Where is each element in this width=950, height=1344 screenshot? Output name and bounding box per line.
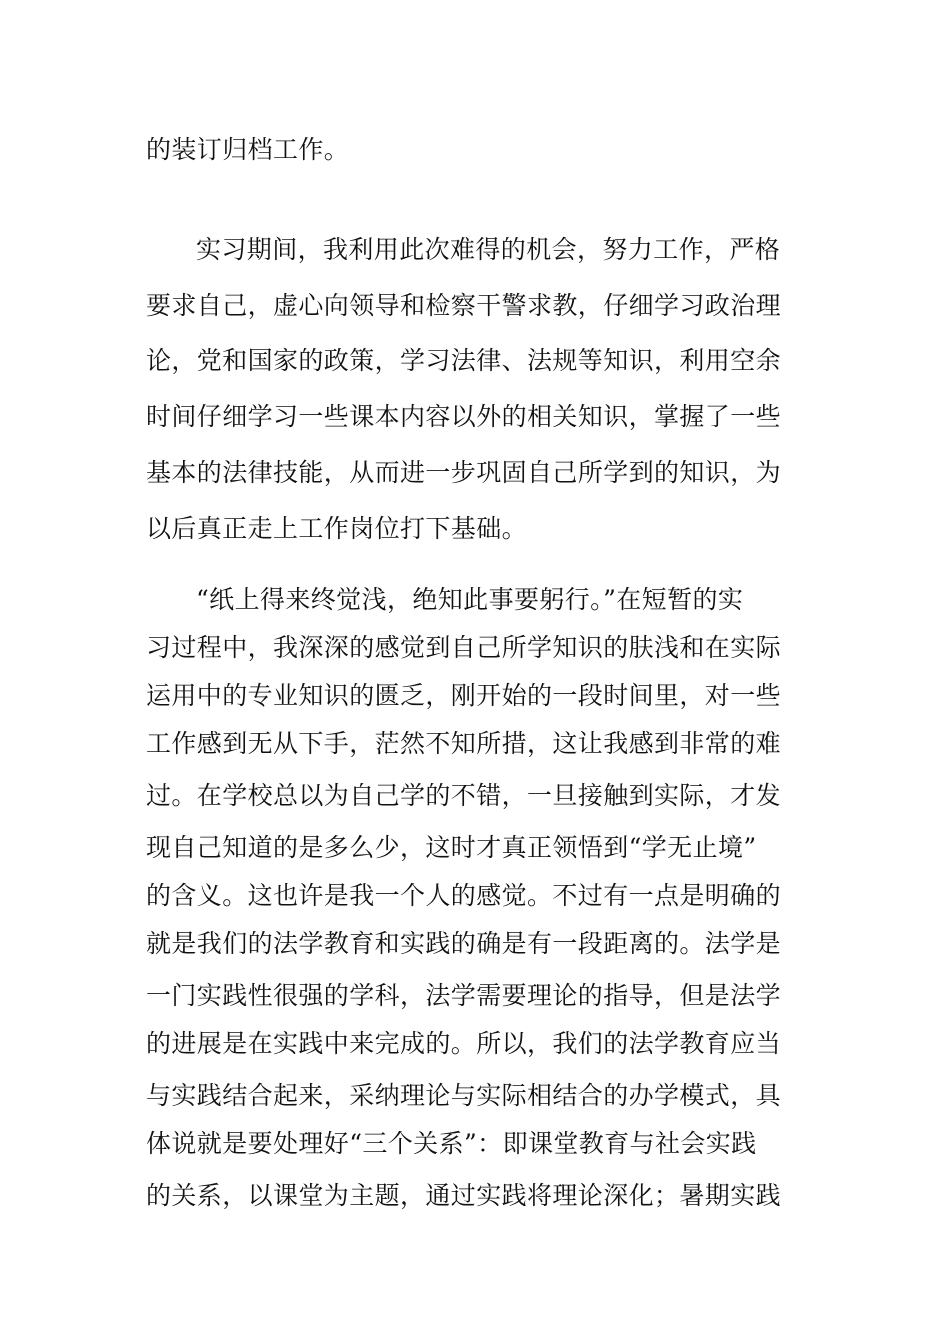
paragraph-3-line-1: “纸上得来终觉浅，绝知此事要躬行。”在短暂的实 xyxy=(196,585,744,614)
paragraph-3-line-7: 的含义。这也许是我一个人的感觉。不过有一点是明确的 xyxy=(146,881,782,910)
paragraph-3-line-9: 一门实践性很强的学科，法学需要理论的指导，但是法学 xyxy=(146,981,782,1010)
paragraph-3-line-8: 就是我们的法学教育和实践的确是有一段距离的。法学是 xyxy=(146,929,782,958)
paragraph-2-line-1: 实习期间，我利用此次难得的机会，努力工作，严格 xyxy=(196,235,781,264)
paragraph-2-line-6: 以后真正走上工作岗位打下基础。 xyxy=(146,514,528,543)
paragraph-2-line-2: 要求自己，虚心向领导和检察干警求教，仔细学习政治理 xyxy=(146,291,782,320)
paragraph-3-line-3: 运用中的专业知识的匮乏，刚开始的一段时间里，对一些 xyxy=(146,681,782,710)
paragraph-3-line-4: 工作感到无从下手，茫然不知所措，这让我感到非常的难 xyxy=(146,729,782,758)
paragraph-2-line-3: 论，党和国家的政策，学习法律、法规等知识，利用空余 xyxy=(146,346,782,375)
paragraph-3-line-6: 现自己知道的是多么少，这时才真正领悟到“学无止境” xyxy=(146,833,757,862)
paragraph-3-line-13: 的关系，以课堂为主题，通过实践将理论深化；暑期实践 xyxy=(146,1181,782,1210)
paragraph-2-line-5: 基本的法律技能，从而进一步巩固自己所学到的知识，为 xyxy=(146,458,782,487)
paragraph-3-line-11: 与实践结合起来，采纳理论与实际相结合的办学模式，具 xyxy=(146,1081,782,1110)
paragraph-1-line-1: 的装订归档工作。 xyxy=(146,135,350,164)
paragraph-3-line-5: 过。在学校总以为自己学的不错，一旦接触到实际，才发 xyxy=(146,781,782,810)
paragraph-3-line-12: 体说就是要处理好“三个关系”：即课堂教育与社会实践 xyxy=(146,1129,757,1158)
paragraph-3-line-2: 习过程中，我深深的感觉到自己所学知识的肤浅和在实际 xyxy=(146,633,782,662)
paragraph-2-line-4: 时间仔细学习一些课本内容以外的相关知识，掌握了一些 xyxy=(146,402,782,431)
paragraph-3-line-10: 的进展是在实践中来完成的。所以，我们的法学教育应当 xyxy=(146,1029,782,1058)
